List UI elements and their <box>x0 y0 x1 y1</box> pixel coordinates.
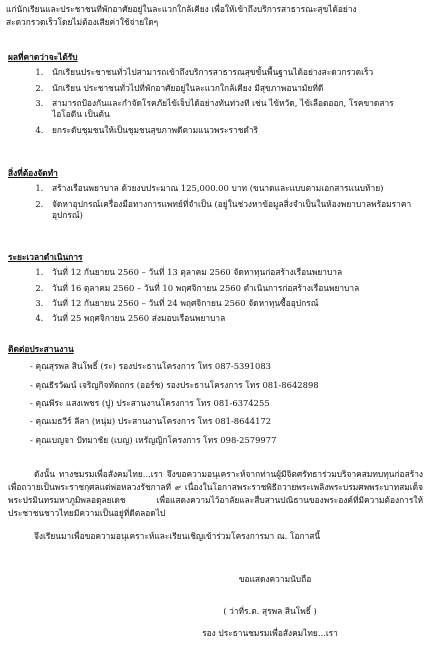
signer-title: รอง ประธานชมรมเพื่อสังคมไทย...เรา <box>202 628 338 638</box>
expected-item: 3. สามารถป้องกันและกำจัดโรคภัยไข้เจ็บได้อย่างทันท่วงที เช่น ไข้หวัด, ไข้เลือดออก, โรคขาดสารไอโอดีน เป็นต้น <box>46 98 423 121</box>
expected-results-title: ผลที่คาดว่าจะได้รับ <box>8 52 78 62</box>
contact-line: - คุณสุรพล สินโพธิ์ (ระ) รองประธานโครงการ โทร 087-5391083 <box>30 361 271 372</box>
contact-line: - คุณธีรวัฒน์ เจริญกิจทัดถกร (ออร์ช) รองประธานโครงการ โทร 081-8642898 <box>30 379 319 390</box>
contact-line: - คุณเบญจา ปัทมาชัย (เบญ) เหรัญญิกโครงการ โทร 098-2579977 <box>30 434 277 445</box>
schedule-item: 4. วันที่ 25 พฤศจิกายน 2560 ส่งมอบเรือนพยาบาล <box>46 313 423 324</box>
contact-line: - คุณพีระ แสงเพชร (ปู) ประสานงานโครงการ โทร 081-6374255 <box>30 398 270 409</box>
closing-thanks: ขอแสดงความนับถือ <box>238 574 312 584</box>
schedule-section <box>8 252 423 329</box>
expected-item: 1. นักเรียนประชาชนทั่วไปสามารถเข้าถึงบริการสาธารณสุขขั้นพื้นฐานได้อย่างสะดวกรวดเร็ว <box>46 67 423 78</box>
expected-item: 2. นักเรียน ประชาชนทั่วไปที่พักอาศัยอยู่ในละแวกใกล้เคียง มีสุขภาพอนามัยที่ดี <box>46 83 423 94</box>
procurement-section <box>8 168 423 225</box>
intro-text <box>6 4 426 31</box>
schedule-item: 2. วันที่ 16 ตุลาคม 2560 – วันที่ 10 พฤศจิกายน 2560 ดำเนินการก่อสร้างเรือนพยาบาล <box>46 283 423 294</box>
procurement-item: 2. จัดหาอุปกรณ์เครื่องมือทางการแพทย์ที่จำเป็น (อยู่ในช่วงหาข้อมูลสิ่งจำเป็นในห้องพยาบาลพร้อมราคาอุปกรณ์) <box>46 199 423 222</box>
expected-item: 4. ยกระดับชุมชนให้เป็นชุมชนสุขภาพดีตามแนวพระราชดำริ <box>46 125 423 136</box>
expected-results-section <box>8 52 423 140</box>
schedule-item: 1. วันที่ 12 กันยายน 2560 – วันที่ 13 ตุลาคม 2560 จัดหาทุนก่อสร้างเรือนพยาบาล <box>46 267 423 278</box>
request-text: จึงเรียนมาเพื่อขอความอนุเคราะห์และเรียนเชิญเข้าร่วมโครงการมา ณ. โอกาสนี้ <box>34 531 321 541</box>
signer-name: ( ว่าที่ร.ต. สุรพล สินโพธิ์ ) <box>223 606 317 616</box>
contact-line: - คุณเมธวีร์ ลีลา (หนุ่ม) ประสานงานโครงการ โทร 081-8644172 <box>30 416 272 427</box>
body-paragraph <box>8 468 423 520</box>
request-paragraph <box>8 530 423 543</box>
procurement-title: สิ่งที่ต้องจัดทำ <box>8 168 58 178</box>
contact-section <box>8 344 423 453</box>
procurement-item: 1. สร้างเรือนพยาบาล ด้วยงบประมาณ 125,000.00 บาท (ขนาดและแบบตามเอกสารแนบท้าย) <box>46 183 423 194</box>
body-paragraph-text: ดังนั้น ทางชมรมเพื่อสังคมไทย...เรา จึงขอความอนุเคราะห์จากท่านผู้มีจิตศรัทธาร่วมบริจาคสมทบทุนก่อสร้างเพื่อถวายเป็นพระราชกุศลแด่พ่อหลวงรัชกาลที่ ๙ เนื่องในโอกาสพระราชพิธีถวายพระเพลิงพระบรมศพพระบาทสมเด็จพระปรมินทรมหาภูมิพลอดุลยเดช เพื่อแสดงความไว้อาลัยและสืบสานปณิธานของพระองค์ที่มีความต้องการให้ประชาชนชาวไทยมีความเป็นอยู่ที่ดีตลอดไป <box>8 469 423 519</box>
schedule-title: ระยะเวลาดำเนินการ <box>8 252 83 262</box>
schedule-item: 3. วันที่ 12 กันยายน 2560 – วันที่ 24 พฤศจิกายน 2560 จัดหาทุนซื้ออุปกรณ์ <box>46 298 423 309</box>
intro-line-2: สะดวกรวดเร็วโดยไม่ต้องเสียค่าใช้จ่ายใดๆ <box>6 17 159 28</box>
intro-line-1: แก่นักเรียนและประชาชนที่พักอาศัยอยู่ในละแวกใกล้เคียง เพื่อให้เข้าถึงบริการสาธารณะสุขได้อย่าง <box>6 4 357 14</box>
contact-title: ติดต่อประสานงาน <box>8 344 74 354</box>
